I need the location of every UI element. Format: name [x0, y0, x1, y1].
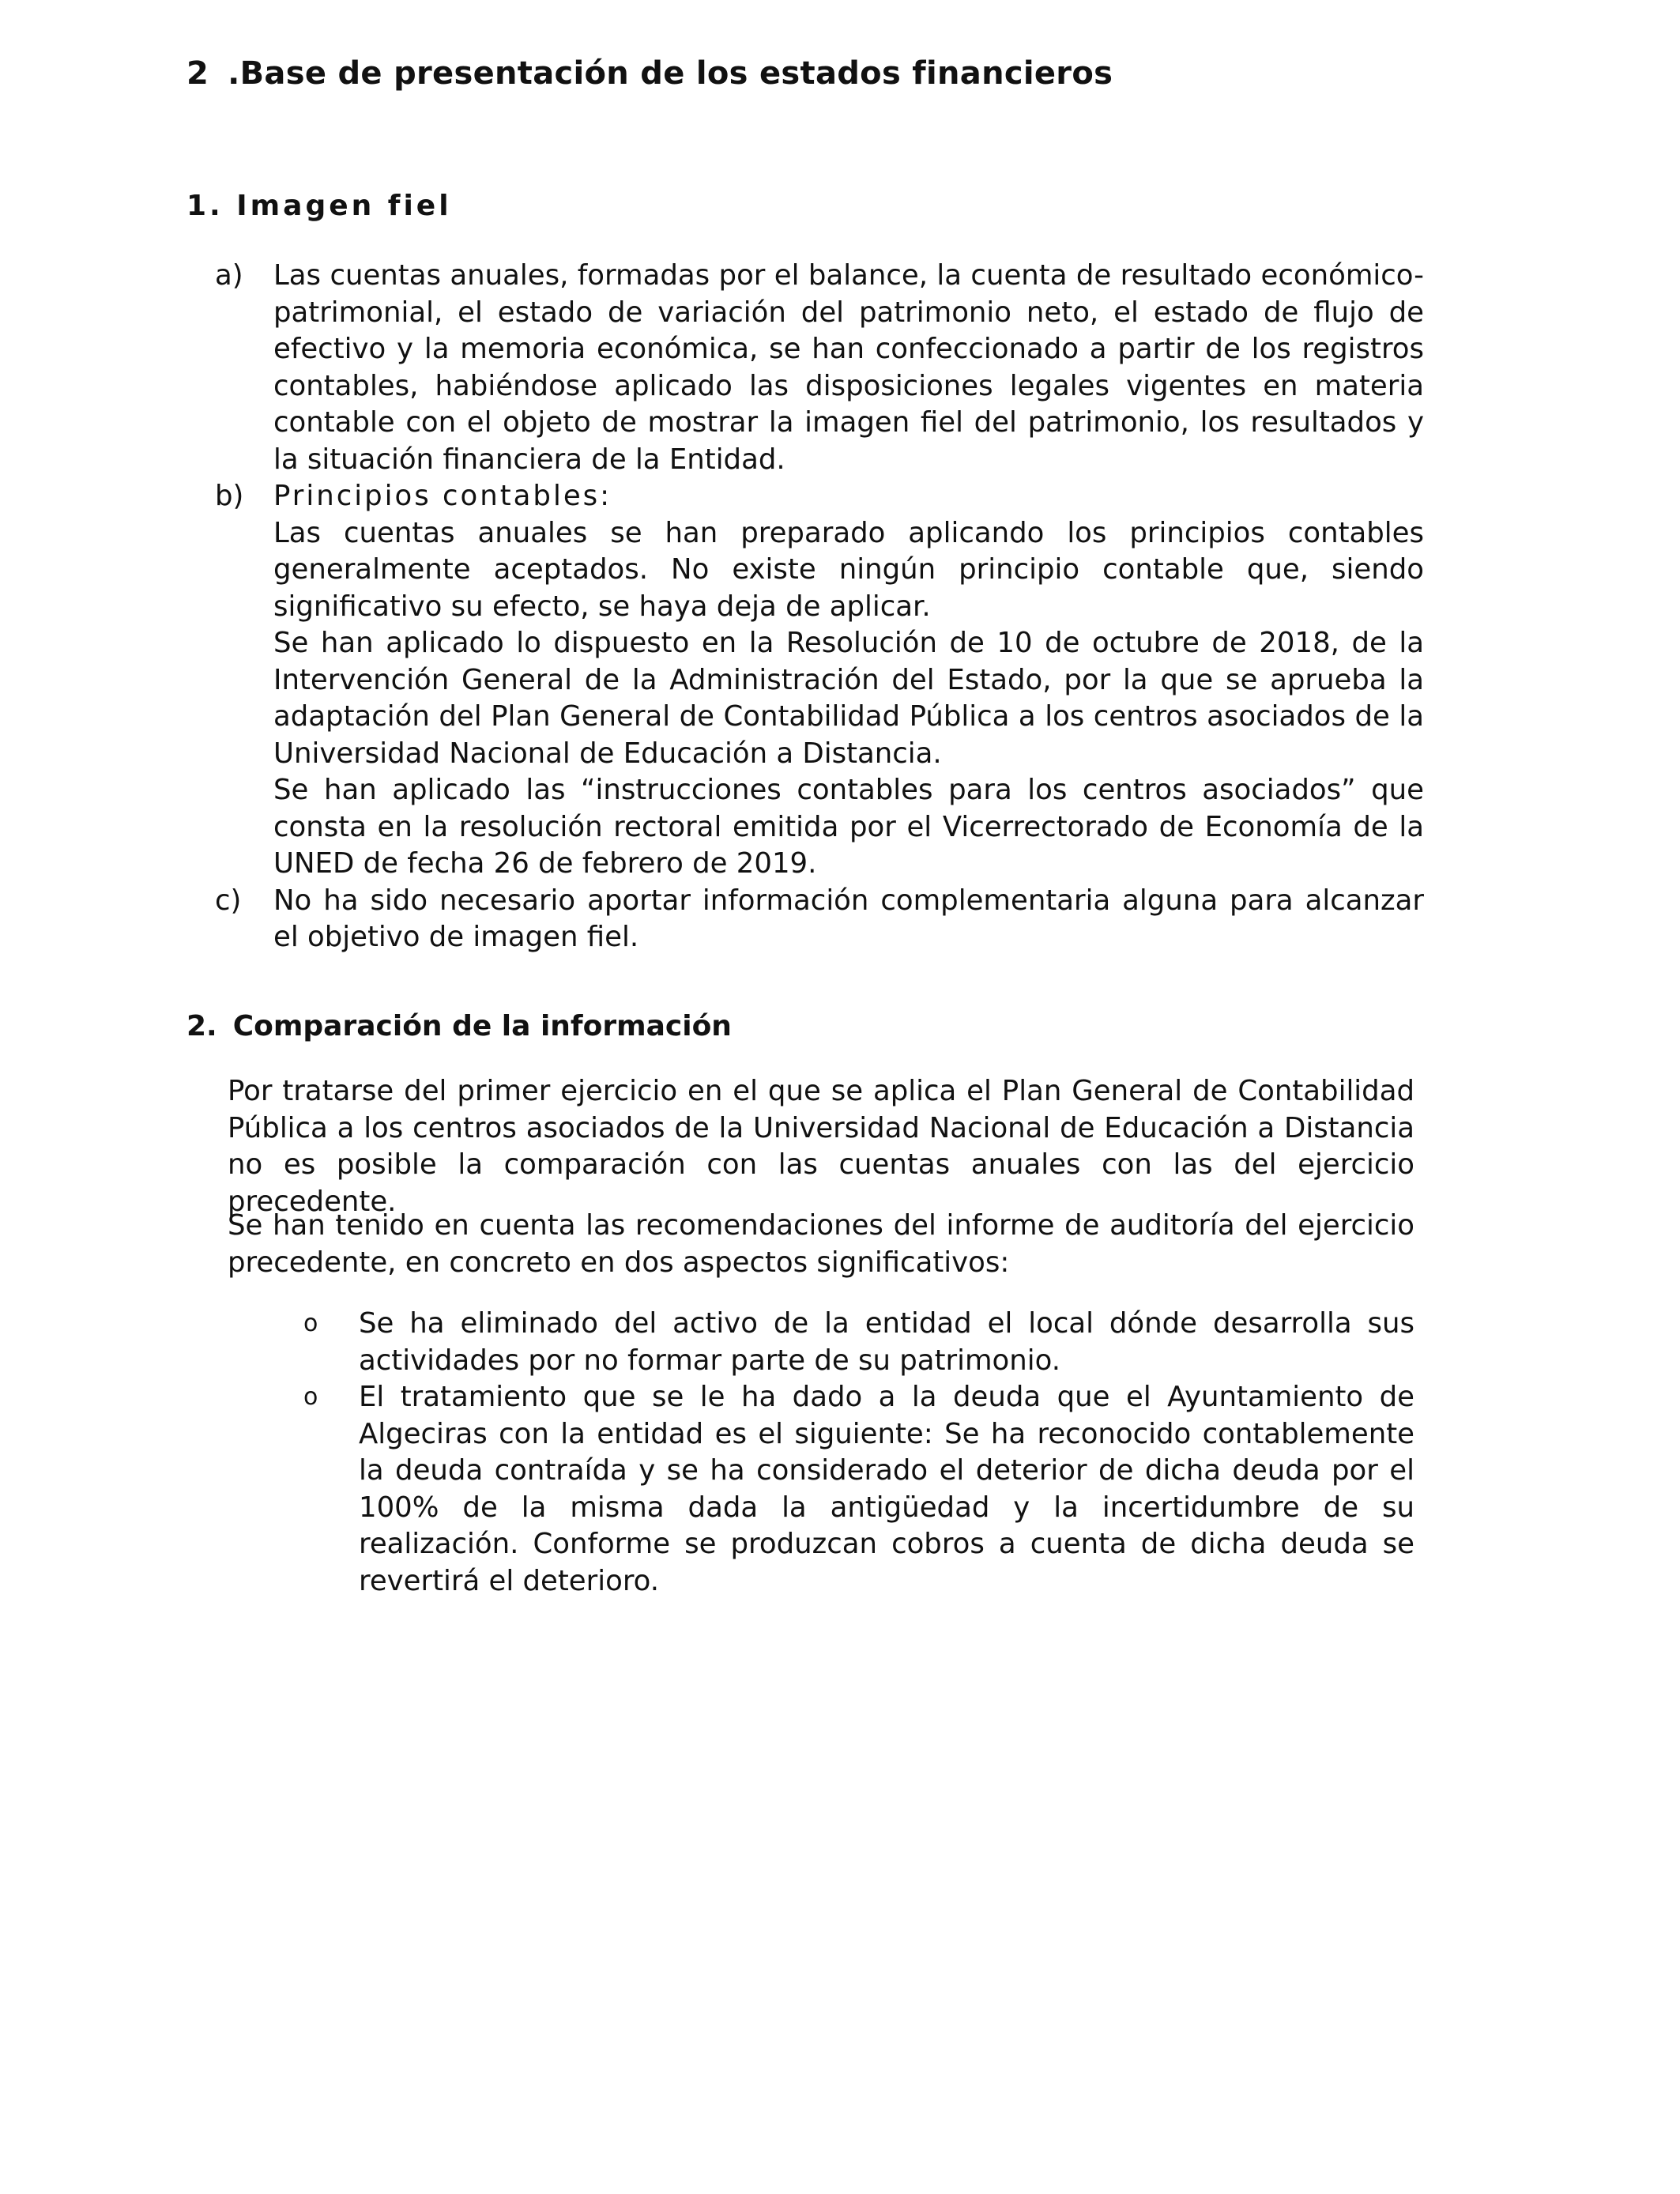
- section-1-list: [215, 258, 1424, 956]
- bullet-item-1: [303, 1306, 1414, 1379]
- list-item-c-text: No ha sido necesario aportar información complementaria alguna para alcanzar el objetivo de imagen fiel.: [273, 884, 1424, 953]
- section-2-title: Comparación de la información: [232, 1010, 732, 1042]
- list-item-b-paragraph-2: Se han aplicado lo dispuesto en la Resolución de 10 de octubre de 2018, de la Intervención General de la Administración del Estado, por la que se aprueba la adaptación del Plan General de Contabilidad Pública a los centros asociados de la Universidad Nacional de Educación a Distancia.: [273, 627, 1424, 770]
- list-item-a: [215, 258, 1424, 478]
- main-heading: [186, 55, 1113, 92]
- section-1-title: 1. Imagen fiel: [186, 190, 452, 222]
- bullet-item-2: [303, 1379, 1414, 1600]
- section-2-number: 2.: [186, 1010, 217, 1042]
- list-item-b-paragraph-1: Las cuentas anuales se han preparado aplicando los principios contables generalmente aceptados. No existe ningún principio contable que, siendo significativo su efecto, se haya deja de aplicar.: [273, 516, 1424, 623]
- bullet-marker-1: o: [303, 1310, 318, 1337]
- section-2-heading: [186, 1010, 732, 1042]
- list-item-a-text: Las cuentas anuales, formadas por el balance, la cuenta de resultado económico-patrimonial, el estado de variación del patrimonio neto, el estado de flujo de efectivo y la memoria económica, se han confeccionado a partir de los registros contables, habiéndose aplicado las disposiciones legales vigentes en materia contable con el objeto de mostrar la imagen fiel del patrimonio, los resultados y la situación financiera de la Entidad.: [273, 259, 1424, 476]
- bullet-item-1-text: Se ha eliminado del activo de la entidad el local dónde desarrolla sus actividades por no formar parte de su patrimonio.: [359, 1307, 1414, 1377]
- main-heading-title: .Base de presentación de los estados financieros: [228, 55, 1113, 92]
- bullet-marker-2: o: [303, 1383, 318, 1411]
- bullet-item-2-text: El tratamiento que se le ha dado a la deuda que el Ayuntamiento de Algeciras con la entidad es el siguiente: Se ha reconocido contablemente la deuda contraída y se ha considerado el deterior de dicha deuda por el 100% de la misma dada la antigüedad y la incertidumbre de su realización. Conforme se produzcan cobros a cuenta de dicha deuda se revertirá el deterioro.: [359, 1381, 1414, 1597]
- list-marker-a: a): [215, 259, 243, 292]
- principios-contables-subtitle: Principios contables:: [273, 480, 612, 512]
- list-item-b-paragraph-3: Se han aplicado las “instrucciones contables para los centros asociados” que consta en la resolución rectoral emitida por el Vicerrectorado de Economía de la UNED de fecha 26 de febrero de 2019.: [273, 774, 1424, 880]
- list-marker-c: c): [215, 884, 242, 917]
- main-heading-number: 2: [186, 55, 209, 92]
- section-2-paragraph-1: Por tratarse del primer ejercicio en el que se aplica el Plan General de Contabilidad Pública a los centros asociados de la Universidad Nacional de Educación a Distancia no es posible la comparación con las cuentas anuales con las del ejercicio precedente.: [228, 1075, 1414, 1218]
- section-2-bullet-list: [303, 1306, 1414, 1600]
- list-item-c: [215, 883, 1424, 956]
- list-marker-b: b): [215, 480, 244, 512]
- section-2-paragraph-2: Se han tenido en cuenta las recomendaciones del informe de auditoría del ejercicio precedente, en concreto en dos aspectos significativos:: [228, 1209, 1414, 1279]
- list-item-b: [215, 478, 1424, 883]
